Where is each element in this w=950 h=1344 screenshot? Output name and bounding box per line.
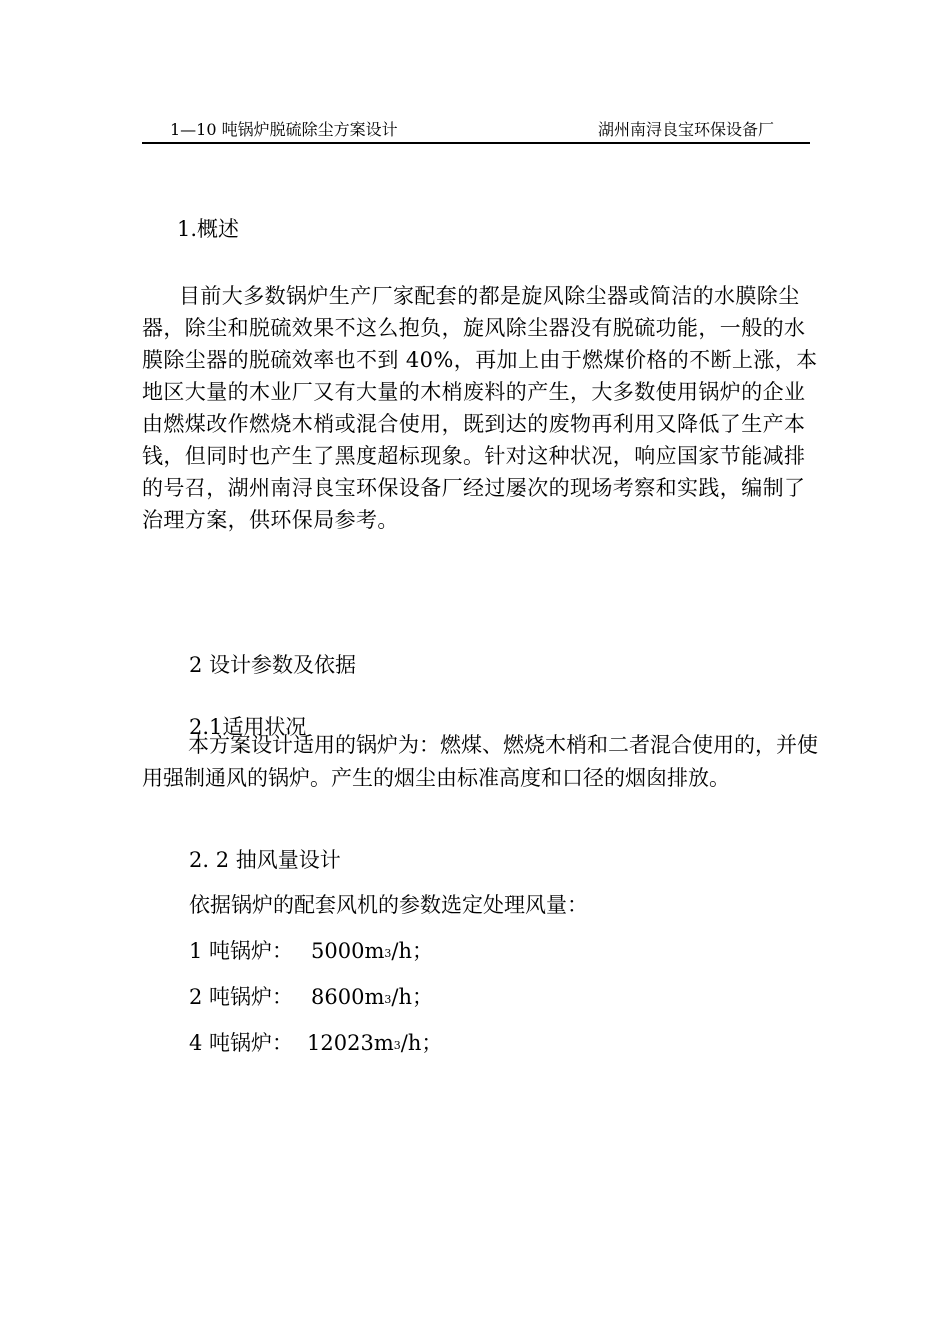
airflow-unit-exponent: 3 bbox=[393, 1039, 401, 1052]
airflow-unit-rest: /h； bbox=[400, 1031, 443, 1055]
airflow-unit-m: m bbox=[364, 985, 385, 1009]
airflow-boiler-label: 2 吨锅炉： bbox=[189, 985, 294, 1009]
airflow-boiler-label: 4 吨锅炉： bbox=[189, 1031, 294, 1055]
section-2-title: 2 设计参数及依据 bbox=[189, 653, 357, 677]
section-2-1-paragraph: 本方案设计适用的锅炉为：燃煤、燃烧木梢和二者混合使用的，并使用强制通风的锅炉。产生的烟尘由标准高度和口径的烟囱排放。 bbox=[142, 733, 818, 790]
airflow-value: 8600 bbox=[311, 985, 365, 1009]
header-divider bbox=[142, 142, 810, 144]
header-company-name: 湖州南浔良宝环保设备厂 bbox=[598, 120, 775, 139]
header-document-title: 1—10 吨锅炉脱硫除尘方案设计 bbox=[170, 120, 398, 139]
airflow-unit-m: m bbox=[373, 1031, 394, 1055]
airflow-row bbox=[189, 1030, 442, 1059]
airflow-unit-rest: /h； bbox=[391, 939, 434, 963]
airflow-boiler-label: 1 吨锅炉： bbox=[189, 939, 294, 963]
airflow-unit-m: m bbox=[364, 939, 385, 963]
section-1-title: 1.概述 bbox=[177, 217, 240, 241]
section-2-2-title: 2. 2 抽风量设计 bbox=[189, 848, 341, 872]
airflow-row bbox=[189, 938, 433, 967]
section-2-1-title: 2.1适用状况 bbox=[189, 715, 307, 739]
airflow-row bbox=[189, 984, 433, 1013]
airflow-value: 12023 bbox=[307, 1031, 374, 1055]
airflow-value: 5000 bbox=[311, 939, 365, 963]
airflow-unit-exponent: 3 bbox=[384, 993, 392, 1006]
section-2-2-intro: 依据锅炉的配套风机的参数选定处理风量： bbox=[189, 893, 588, 917]
airflow-unit-exponent: 3 bbox=[384, 947, 392, 960]
section-1-paragraph: 目前大多数锅炉生产厂家配套的都是旋风除尘器或简洁的水膜除尘器，除尘和脱硫效果不这么抱负，旋风除尘器没有脱硫功能，一般的水膜除尘器的脱硫效率也不到 40%，再加上由于燃煤价格的不断上涨，本地区大量的木业厂又有大量的木梢废料的产生，大多数使用锅炉的企业由燃煤改作燃烧木梢或混合使用，既到达的废物再利用又降低了生产本钱，但同时也产生了黑度超标现象。针对这种状况，响应国家节能减排的号召，湖州南浔良宝环保设备厂经过屡次的现场考察和实践，编制了治理方案，供环保局参考。 bbox=[142, 284, 818, 532]
airflow-unit-rest: /h； bbox=[391, 985, 434, 1009]
